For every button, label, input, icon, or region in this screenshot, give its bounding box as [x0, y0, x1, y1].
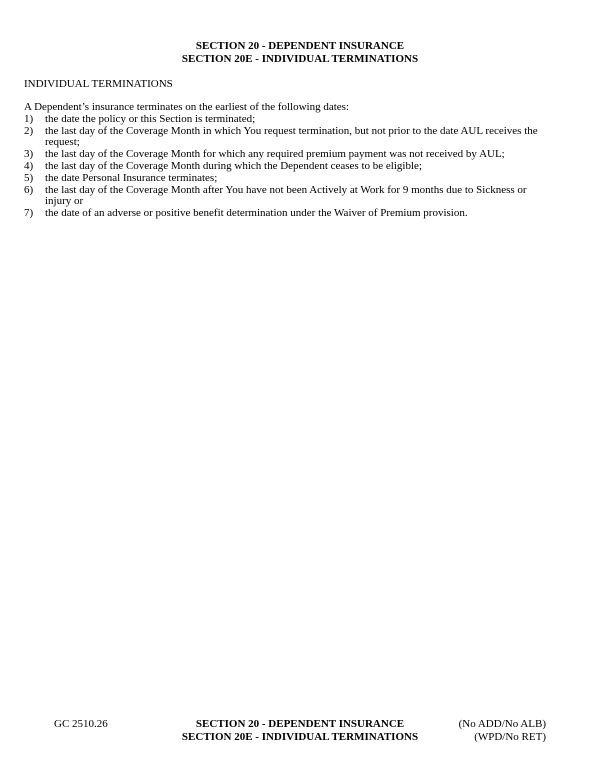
list-item-number: 7) — [24, 207, 34, 220]
list-item-number: 2) — [24, 124, 34, 137]
list-item — [24, 208, 552, 220]
list-item — [24, 161, 552, 173]
list-item-text: the date the policy or this Section is terminated; — [45, 112, 256, 125]
page-footer — [0, 718, 600, 748]
list-item-text: the last day of the Coverage Month for which any required premium payment was not received by AUL; — [45, 148, 505, 161]
list-item-text: the last day of the Coverage Month in which You request termination, but not prior to the date AUL receives the request; — [45, 124, 538, 149]
intro-paragraph: A Dependent’s insurance terminates on the earliest of the following dates: — [24, 101, 350, 113]
footer-title-line1: SECTION 20 - DEPENDENT INSURANCE — [195, 718, 405, 730]
list-item — [24, 185, 552, 209]
list-item — [24, 126, 552, 150]
list-item-number: 3) — [24, 148, 34, 161]
list-item-text: the date Personal Insurance terminates; — [45, 171, 218, 184]
footer-title-line2: SECTION 20E - INDIVIDUAL TERMINATIONS — [181, 731, 419, 743]
footer-form-number: GC 2510.26 — [54, 718, 108, 730]
page-header — [0, 40, 600, 66]
list-item-text: the last day of the Coverage Month during which the Dependent ceases to be eligible; — [45, 159, 422, 172]
list-item-number: 6) — [24, 183, 34, 196]
list-item-number: 5) — [24, 171, 34, 184]
footer-variant-line2: (WPD/No RET) — [474, 731, 546, 743]
termination-list — [24, 114, 552, 220]
list-item-number: 1) — [24, 112, 34, 125]
list-item-text: the last day of the Coverage Month after You have not been Actively at Work for 9 months due to Sickness or injury or — [45, 183, 527, 208]
list-item-text: the date of an adverse or positive benefit determination under the Waiver of Premium provision. — [45, 207, 468, 220]
section-heading: INDIVIDUAL TERMINATIONS — [24, 78, 173, 90]
footer-variant-codes — [459, 718, 546, 744]
header-title-line1: SECTION 20 - DEPENDENT INSURANCE — [195, 40, 405, 52]
list-item — [24, 173, 552, 185]
list-item-number: 4) — [24, 159, 34, 172]
header-title-line2: SECTION 20E - INDIVIDUAL TERMINATIONS — [181, 53, 419, 65]
list-item — [24, 114, 552, 126]
footer-variant-line1: (No ADD/No ALB) — [458, 718, 546, 730]
terminations-body — [24, 102, 552, 220]
